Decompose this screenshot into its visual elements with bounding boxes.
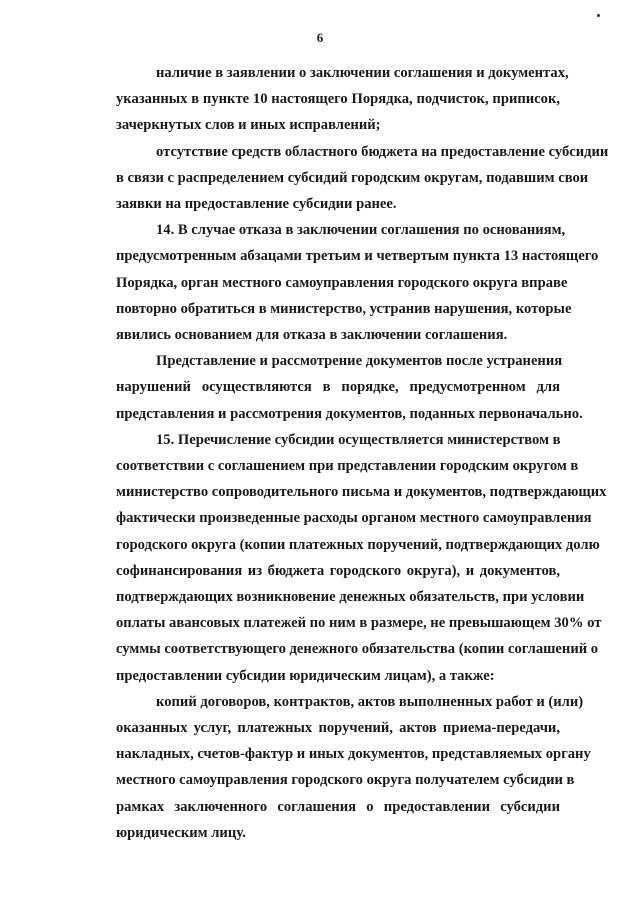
paragraph — [76, 139, 609, 218]
text-line: зачеркнутых слов и иных исправлений; — [116, 117, 381, 134]
text-line: 14. В случае отказа в заключении соглашения по основаниям, — [156, 222, 566, 239]
text-line: юридическим лицу. — [116, 824, 246, 841]
text-line: подтверждающих возникновение денежных обязательств, при условии — [116, 589, 585, 606]
text-line: в связи с распределением субсидий городским округам, подавшим свои — [116, 169, 589, 186]
paragraph — [76, 689, 591, 846]
text-line: предоставлении субсидии юридическим лицам), а также: — [116, 667, 495, 684]
text-line: предусмотренным абзацами третьим и четвертым пункта 13 настоящего — [116, 248, 599, 265]
text-line: оказанных услуг, платежных поручений, актов приема-передачи, — [116, 720, 560, 737]
paragraph-item-15 — [76, 427, 607, 689]
text-line: отсутствие средств областного бюджета на предоставление субсидии — [156, 143, 609, 160]
text-line: явились основанием для отказа в заключении соглашения. — [116, 327, 508, 344]
text-line: фактически произведенные расходы органом местного самоуправления — [116, 510, 592, 527]
text-line: софинансирования из бюджета городского округа), и документов, — [116, 562, 560, 579]
page-number: 6 — [316, 30, 324, 45]
text-line: соответствии с соглашением при представлении городским округом в — [116, 458, 579, 475]
paragraph-item-14 — [76, 217, 599, 348]
text-line: Представление и рассмотрение документов после устранения — [156, 353, 563, 370]
document-body — [76, 60, 609, 846]
text-line: повторно обратиться в министерство, устранив нарушения, которые — [116, 300, 572, 317]
text-line: 15. Перечисление субсидии осуществляется министерством в — [156, 431, 561, 448]
text-line: суммы соответствующего денежного обязательства (копии соглашений о — [116, 641, 599, 658]
text-line: заявки на предоставление субсидии ранее. — [116, 196, 397, 213]
scan-speck — [597, 14, 600, 17]
text-line: указанных в пункте 10 настоящего Порядка, подчисток, приписок, — [116, 91, 560, 108]
paragraph — [76, 348, 583, 427]
text-line: городского округа (копии платежных поручений, подтверждающих долю — [116, 536, 600, 553]
text-line: наличие в заявлении о заключении соглашения и документах, — [156, 65, 569, 81]
text-line: представления и рассмотрения документов, поданных первоначально. — [116, 405, 583, 422]
text-line: Порядка, орган местного самоуправления городского округа вправе — [116, 274, 568, 291]
text-line: накладных, счетов-фактур и иных документов, представляемых органу — [116, 746, 591, 763]
text-line: министерство сопроводительного письма и документов, подтверждающих — [116, 484, 607, 501]
text-line: нарушений осуществляются в порядке, предусмотренном для — [116, 379, 560, 396]
text-line: копий договоров, контрактов, актов выполненных работ и (или) — [156, 693, 584, 710]
paragraph — [76, 60, 569, 139]
text-line: оплаты авансовых платежей по ним в размере, не превышающем 30% от — [116, 615, 602, 632]
text-line: местного самоуправления городского округа получателем субсидии в — [116, 772, 575, 789]
text-line: рамках заключенного соглашения о предоставлении субсидии — [116, 798, 560, 815]
